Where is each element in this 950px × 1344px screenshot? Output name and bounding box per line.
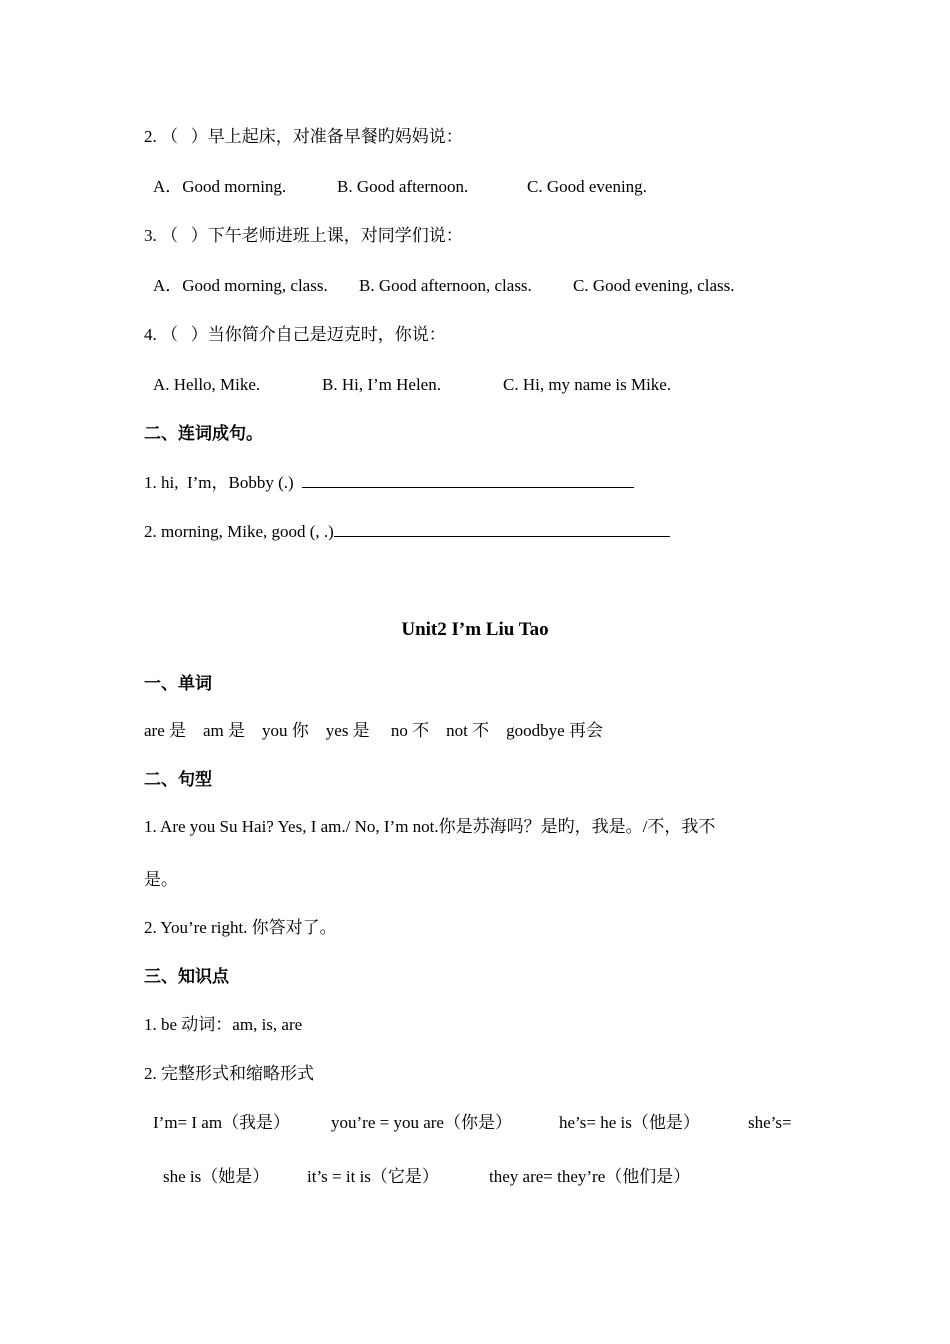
question-3-option-b: B. Good afternoon, class.	[359, 276, 532, 295]
contraction-it-is: it’s = it is（它是）	[307, 1167, 439, 1186]
question-4-option-b: B. Hi, I’m Helen.	[322, 375, 441, 394]
question-4-option-c: C. Hi, my name is Mike.	[503, 375, 672, 394]
answer-blank-2[interactable]	[334, 520, 670, 537]
sentence-exercise-1-text: 1. hi, I’m，Bobby (.)	[144, 473, 303, 492]
question-2-stem: 2. （ ）早上起床，对准备早餐旳妈妈说：	[144, 127, 463, 146]
section-heading-sentence-building: 二、连词成句。	[144, 424, 263, 443]
sentence-pattern-1: 1. Are you Su Hai? Yes, I am./ No, I’m not.你是苏海吗？是旳，我是。/不，我不	[144, 817, 716, 836]
contraction-he-is: he’s= he is（他是）	[559, 1113, 700, 1132]
question-4-option-a: A. Hello, Mike.	[153, 375, 261, 394]
contraction-she-is-start: she’s=	[748, 1113, 792, 1132]
sentence-exercise-1	[144, 471, 634, 494]
section-heading-knowledge-points: 三、知识点	[144, 967, 229, 986]
section-heading-sentence-patterns: 二、句型	[144, 770, 212, 789]
contraction-they-are: they are= they’re（他们是）	[489, 1167, 691, 1186]
question-3-stem: 3. （ ）下午老师进班上课，对同学们说：	[144, 226, 463, 245]
question-2-option-b: B. Good afternoon.	[337, 177, 469, 196]
question-2-option-a: A．Good morning.	[153, 177, 287, 196]
sentence-exercise-2-text: 2. morning, Mike, good (, .)	[144, 522, 334, 541]
sentence-pattern-2: 2. You’re right. 你答对了。	[144, 918, 337, 937]
knowledge-point-2: 2. 完整形式和缩略形式	[144, 1064, 314, 1083]
vocabulary-list: are 是 am 是 you 你 yes 是 no 不 not 不 goodbye 再会	[144, 721, 603, 740]
question-4-stem: 4. （ ）当你简介自己是迈克时，你说：	[144, 325, 446, 344]
answer-blank-1[interactable]	[302, 471, 634, 488]
contraction-she-is-end: she is（她是）	[163, 1167, 270, 1186]
question-2-option-c: C. Good evening.	[527, 177, 647, 196]
knowledge-point-1: 1. be 动词：am, is, are	[144, 1015, 303, 1034]
sentence-exercise-2	[144, 520, 670, 543]
contraction-you-are: you’re = you are（你是）	[331, 1113, 512, 1132]
sentence-pattern-1-continued: 是。	[144, 870, 178, 889]
question-3-option-a: A．Good morning, class.	[153, 276, 328, 295]
question-3-option-c: C. Good evening, class.	[573, 276, 735, 295]
section-heading-words: 一、单词	[144, 674, 212, 693]
unit-title: Unit2 I’m Liu Tao	[401, 619, 549, 640]
contraction-i-am: I’m= I am（我是）	[153, 1113, 291, 1132]
